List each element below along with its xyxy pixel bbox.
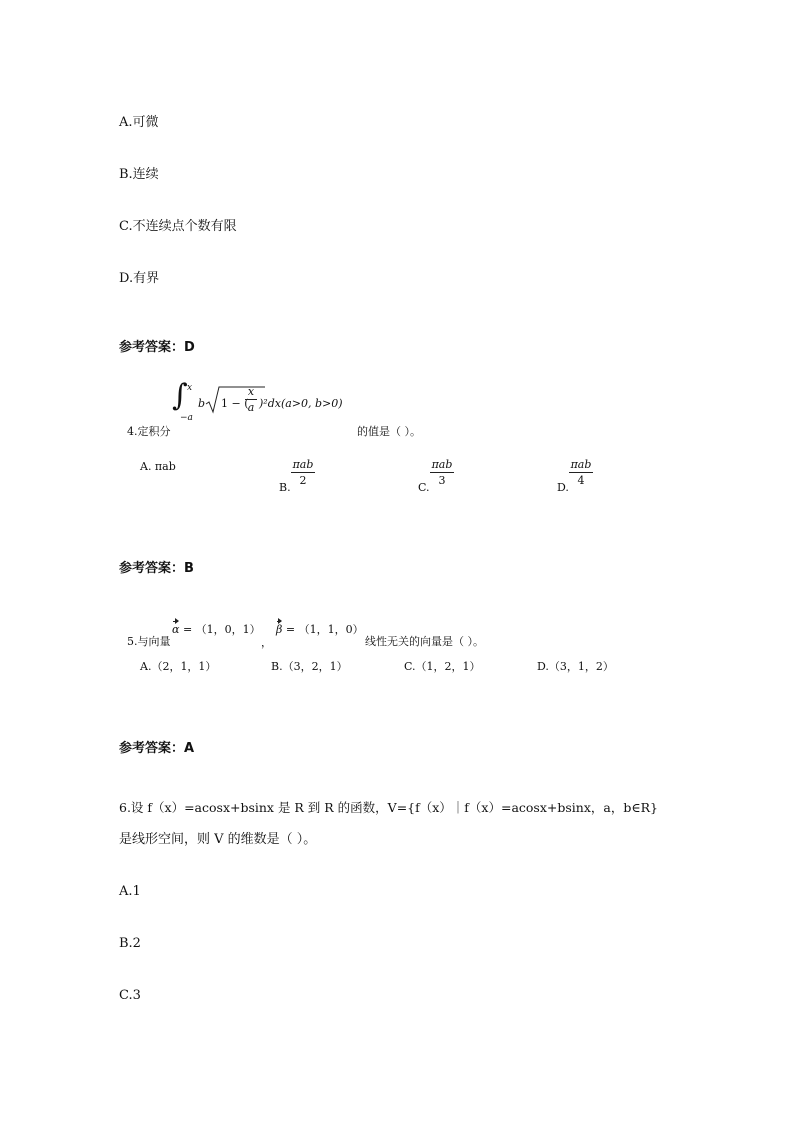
question-suffix: 的值是（ ）。 [357,425,421,438]
option-a: A.可微 [119,115,159,130]
integral-sign: ∫ [172,378,188,413]
option-c-label: C. [418,481,430,494]
option-b: B.连续 [119,167,159,182]
lower-limit: −a [180,413,193,423]
option-d: D.（3，1，2） [537,660,614,673]
question-suffix: 线性无关的向量是（ ）。 [365,635,484,648]
option-d: D.有界 [119,271,160,286]
beta-symbol: β [276,623,283,636]
option-a: A. πab [140,460,176,473]
reference-answer: 参考答案：D [119,340,195,355]
fraction-denominator: 2 [299,474,307,487]
vector-alpha [172,621,261,637]
option-c: C.（1，2，1） [404,660,481,673]
upper-limit: x [187,383,193,393]
integrand-part: 1 − ( [221,397,249,410]
fraction-denominator: 4 [577,474,585,487]
beta-value: = （1，1，0） [285,623,364,636]
question-6-line-2: 是线形空间，则 V 的维数是（ ）。 [119,832,317,847]
fraction-denominator: 3 [438,474,446,487]
integrand-coefficient: b [198,397,206,410]
alpha-value: = （1，0，1） [182,623,261,636]
fraction-numerator: x [245,385,257,400]
separator: ， [261,636,272,649]
vector-beta [276,621,364,637]
fraction-numerator: πab [292,458,314,471]
question-6-line-1: 6.设 f（x）=acosx+bsinx 是 R 到 R 的函数，V={f（x）｜f（x）=acosx+bsinx，a，b∈R} [119,800,658,815]
reference-answer: 参考答案：B [119,561,194,576]
fraction-numerator: πab [570,458,592,471]
option-b-fraction [291,458,315,487]
reference-answer: 参考答案：A [119,741,195,756]
option-d-fraction [569,458,593,487]
option-c-fraction [430,458,454,487]
option-d-label: D. [557,481,569,494]
alpha-symbol: α [172,623,180,636]
integrand-fraction [245,385,257,414]
option-b-label: B. [279,481,291,494]
option-b: B.（3，2，1） [271,660,348,673]
option-b: B.2 [119,936,141,951]
fraction-numerator: πab [431,458,453,471]
integrand-part: )²dx(a>0, b>0) [259,397,343,410]
option-a: A.1 [119,884,141,899]
question-prefix: 4.定积分 [127,425,171,438]
option-c: C.不连续点个数有限 [119,219,237,234]
fraction-denominator: a [247,401,255,414]
option-a: A.（2，1，1） [140,660,217,673]
question-prefix: 5.与向量 [127,635,171,648]
option-c: C.3 [119,988,141,1003]
